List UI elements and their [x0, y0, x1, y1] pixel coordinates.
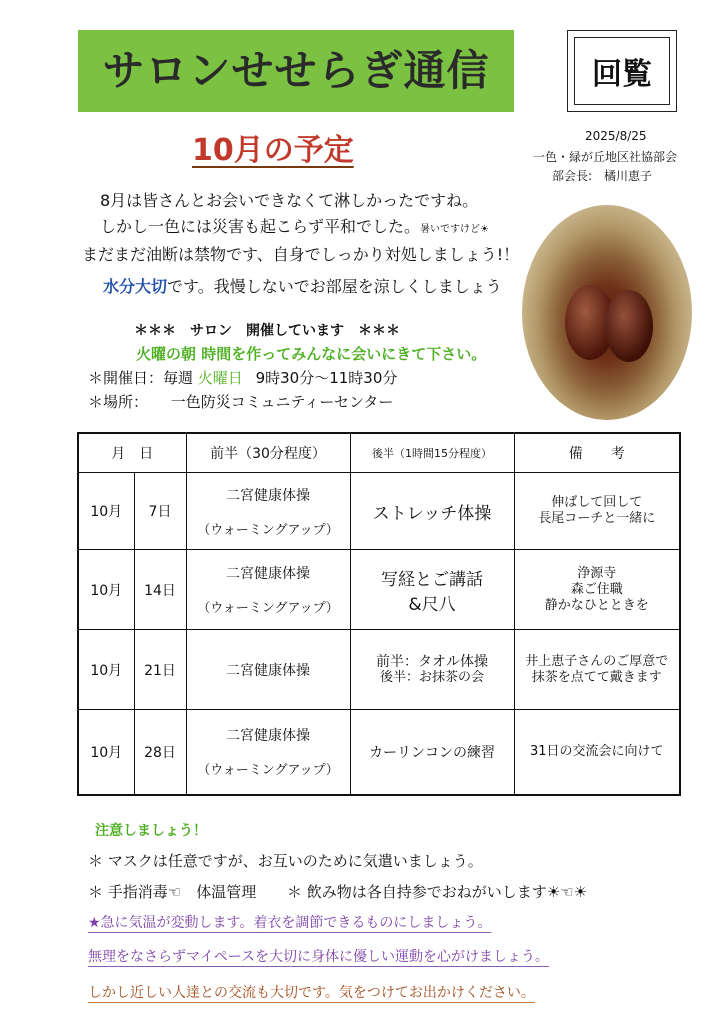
circulation-box: [567, 30, 677, 112]
first-half-main: 二宮健康体操: [226, 662, 310, 679]
row-second-half: カーリンコンの練習: [350, 710, 514, 795]
second-half-line: 後半：お抹茶の会: [379, 669, 484, 685]
table-row: [78, 550, 680, 630]
row-month: 10月: [78, 630, 134, 710]
row-second-half: ストレッチ体操: [350, 473, 514, 550]
caution-line-1: ＊ マスクは任意ですが、お互いのために気遣いましょう。: [88, 852, 483, 870]
chairperson: 部会長: 橘川恵子: [552, 169, 653, 183]
note-line: 長尾コーチと一緒に: [538, 511, 656, 526]
place-value: 一色防災コミュニティーセンター: [170, 393, 394, 411]
note-line: 静かなひとときを: [544, 597, 649, 613]
caution-line-4: 無理をなさらずマイペースを大切に身体に優しい運動を心がけましょう。: [88, 949, 550, 965]
organization: 一色・緑が丘地区社協部会: [533, 150, 678, 164]
row-month: 10月: [78, 550, 134, 630]
row-first-half: [186, 710, 350, 795]
caution-line-3: ★急に気温が変動します。着衣を調節できるものにしましょう。: [88, 915, 492, 931]
intro-line-3: まだまだ油断は禁物です、自身でしっかり対処しましょう!！: [82, 245, 520, 264]
note-line: 伸ばして回して: [551, 495, 643, 510]
schedule-table: [77, 432, 681, 796]
intro-line-2: [100, 214, 489, 237]
chestnut-nut-right: [605, 290, 653, 362]
note-line: 井上恵子さんのご厚意で: [525, 653, 669, 669]
second-half-line: &尺八: [408, 594, 456, 615]
table-row: [78, 710, 680, 795]
row-first-half: [186, 630, 350, 710]
first-half-sub: （ウォーミングアップ）: [197, 601, 339, 616]
row-month: 10月: [78, 710, 134, 795]
day-value: 火曜日: [197, 369, 243, 387]
table-header-row: [78, 433, 680, 473]
caution-line-5: しかし近しい人達との交流も大切です。気をつけてお出かけください。: [88, 985, 535, 1001]
circulation-label: 回覧: [574, 37, 670, 105]
header-date: 月 日: [78, 433, 186, 473]
caution-line-2: [88, 881, 587, 902]
salon-heading: ＊＊＊ サロン 開催しています ＊＊＊: [134, 323, 400, 339]
day-label: ＊開催日：毎週: [88, 369, 194, 387]
row-notes: [514, 630, 680, 710]
caution-heading: 注意しましょう！: [95, 823, 207, 839]
table-row: [78, 630, 680, 710]
row-day: 21日: [134, 630, 186, 710]
hydration-emphasis: 水分大切: [103, 277, 168, 296]
row-day: 14日: [134, 550, 186, 630]
place-label: ＊場所：: [88, 393, 149, 411]
salon-time: 9時30分～11時30分: [255, 369, 398, 387]
first-half-main: 二宮健康体操: [226, 487, 310, 504]
header-second-half: 後半（1時間15分程度）: [350, 433, 514, 473]
row-first-half: [186, 473, 350, 550]
row-day: 28日: [134, 710, 186, 795]
row-notes: [514, 710, 680, 795]
salon-invite: 火曜の朝 時間を作ってみんなに会いにきて下さい。: [136, 345, 487, 363]
row-second-half: [350, 630, 514, 710]
row-second-half: [350, 550, 514, 630]
issue-date: 2025/8/25: [585, 129, 647, 143]
table-row: [78, 473, 680, 550]
row-notes: [514, 473, 680, 550]
note-line: 森ご住職: [570, 581, 623, 597]
row-month: 10月: [78, 473, 134, 550]
salon-place: [88, 391, 393, 412]
header-first-half: 前半（30分程度）: [186, 433, 350, 473]
salon-day: [88, 367, 397, 388]
first-half-main: 二宮健康体操: [226, 566, 310, 582]
intro-line-2-note: 暑いですけど☀: [420, 224, 489, 235]
header-notes: 備 考: [514, 433, 680, 473]
note-line: 抹茶を点てて戴きます: [531, 669, 662, 685]
second-half-line: 前半：タオル体操: [376, 653, 488, 670]
row-first-half: [186, 550, 350, 630]
first-half-main: 二宮健康体操: [226, 728, 310, 745]
row-day: 7日: [134, 473, 186, 550]
newsletter-title: サロンせせらぎ通信: [102, 46, 490, 95]
note-line: 浄源寺: [577, 565, 617, 581]
second-half-line: 写経とご講話: [381, 569, 483, 590]
intro-line-4: [103, 274, 502, 297]
schedule-heading: 10月の予定: [192, 133, 354, 168]
caution-line-2a: ＊ 手指消毒☜ 体温管理: [88, 883, 257, 901]
intro-line-2-text: しかし一色には災害も起こらず平和でした。: [100, 217, 421, 236]
note-line: 31日の交流会に向けて: [529, 743, 664, 759]
row-notes: [514, 550, 680, 630]
first-half-sub: （ウォーミングアップ）: [197, 522, 339, 538]
caution-line-2b: ＊ 飲み物は各自持参でおねがいします☀☜☀: [287, 883, 588, 901]
intro-line-4-rest: です。我慢しないでお部屋を涼しくしましょう: [167, 277, 502, 296]
intro-line-1: 8月は皆さんとお会いできなくて淋しかったですね。: [100, 191, 479, 210]
first-half-sub: （ウォーミングアップ）: [197, 763, 339, 779]
